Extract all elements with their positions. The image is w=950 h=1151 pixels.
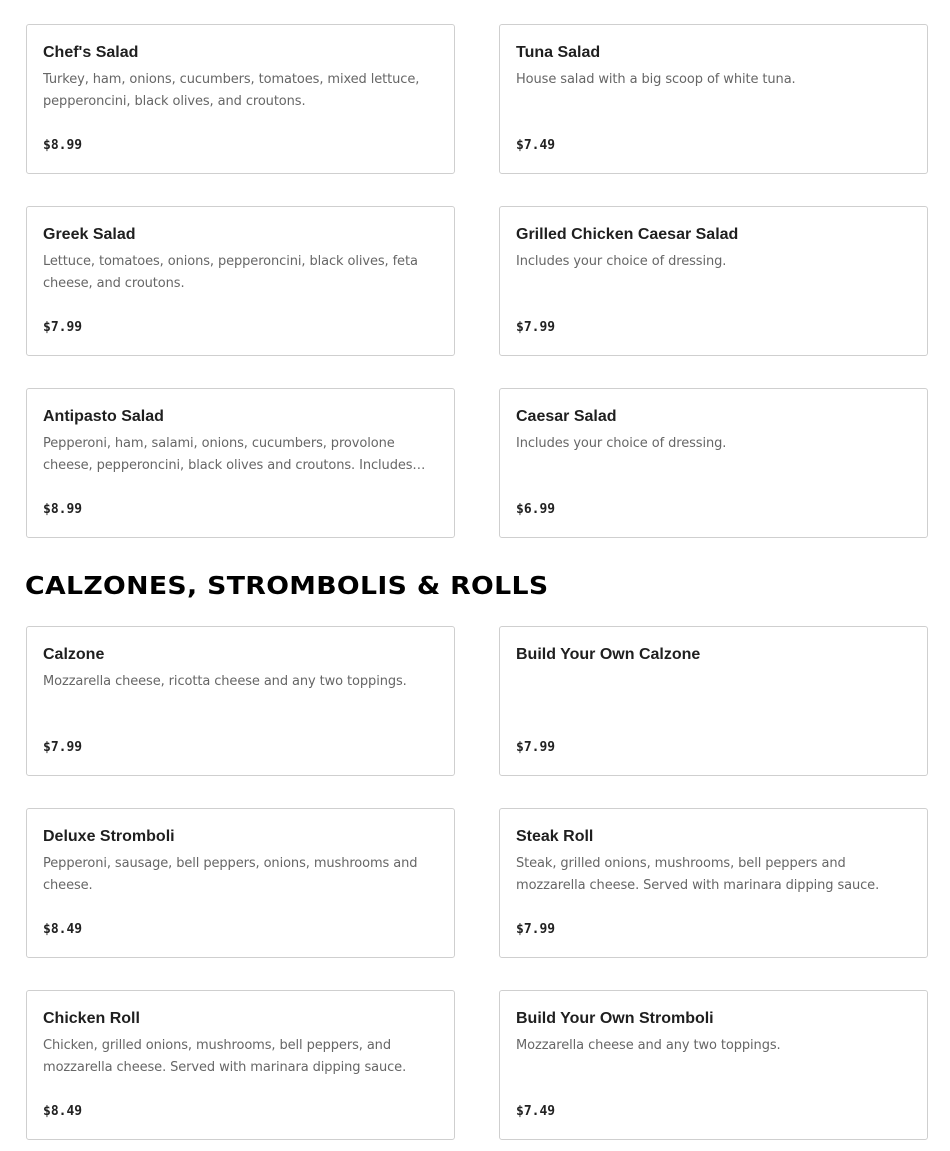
menu-item-name: Grilled Chicken Caesar Salad: [516, 226, 739, 243]
menu-item-card[interactable]: [499, 24, 928, 174]
section-heading: CALZONES, STROMBOLIS & ROLLS: [25, 571, 549, 600]
menu-item-name: Chicken Roll: [43, 1010, 140, 1027]
menu-item-description: Mozzarella cheese, ricotta cheese and any two toppings.: [43, 674, 407, 689]
menu-item-name: Caesar Salad: [516, 408, 617, 425]
menu-item-description: Pepperoni, sausage, bell peppers, onions, mushrooms and cheese.: [43, 856, 418, 893]
menu-item-description: Includes your choice of dressing.: [516, 254, 727, 269]
menu-item-price: $7.99: [43, 320, 83, 335]
menu-item-card[interactable]: [499, 626, 928, 776]
menu-item-price: $8.49: [43, 922, 83, 937]
menu-item-name: Greek Salad: [43, 226, 136, 243]
menu-item-name: Tuna Salad: [516, 44, 601, 61]
menu-item-price: $7.99: [43, 740, 83, 755]
menu-item-description: Steak, grilled onions, mushrooms, bell peppers and mozzarella cheese. Served with marinara dipping sauce.: [516, 856, 880, 893]
menu-item-card[interactable]: [499, 808, 928, 958]
salads-grid: [26, 24, 928, 538]
menu-item-description: Lettuce, tomatoes, onions, pepperoncini, black olives, feta cheese, and croutons.: [43, 254, 418, 291]
menu-item-name: Chef's Salad: [43, 44, 139, 61]
menu-item-description: Mozzarella cheese and any two toppings.: [516, 1038, 781, 1053]
menu-item-name: Steak Roll: [516, 828, 594, 845]
menu-item-price: $8.99: [43, 502, 83, 517]
calzones-grid: [26, 626, 928, 1140]
menu-item-price: $7.49: [516, 1104, 556, 1119]
menu-item-name: Build Your Own Calzone: [516, 646, 701, 663]
menu-item-card[interactable]: [26, 388, 455, 538]
menu-item-price: $8.99: [43, 138, 83, 153]
menu-item-price: $7.99: [516, 922, 556, 937]
menu-item-name: Antipasto Salad: [43, 408, 164, 425]
menu-item-price: $7.99: [516, 740, 556, 755]
menu-item-price: $7.99: [516, 320, 556, 335]
menu-item-card[interactable]: [26, 808, 455, 958]
menu-item-card[interactable]: [499, 206, 928, 356]
menu-item-description: Pepperoni, ham, salami, onions, cucumbers, provolone cheese, pepperoncini, black olives and croutons. Includes…: [43, 436, 426, 473]
menu-item-card[interactable]: [26, 206, 455, 356]
menu-item-description: Includes your choice of dressing.: [516, 436, 727, 451]
menu-item-price: $7.49: [516, 138, 556, 153]
menu-item-name: Build Your Own Stromboli: [516, 1010, 714, 1027]
menu-item-name: Deluxe Stromboli: [43, 828, 175, 845]
menu-item-price: $6.99: [516, 502, 556, 517]
menu-item-description: Turkey, ham, onions, cucumbers, tomatoes, mixed lettuce, pepperoncini, black olives, and croutons.: [43, 72, 420, 109]
menu-item-name: Calzone: [43, 646, 105, 663]
menu-item-card[interactable]: [26, 990, 455, 1140]
menu-item-card[interactable]: [26, 24, 455, 174]
menu-item-description: House salad with a big scoop of white tuna.: [516, 72, 796, 87]
menu-item-card[interactable]: [499, 990, 928, 1140]
menu-item-card[interactable]: [26, 626, 455, 776]
menu-item-price: $8.49: [43, 1104, 83, 1119]
menu-item-description: Chicken, grilled onions, mushrooms, bell peppers, and mozzarella cheese. Served with marinara dipping sauce.: [43, 1038, 407, 1075]
menu-item-card[interactable]: [499, 388, 928, 538]
